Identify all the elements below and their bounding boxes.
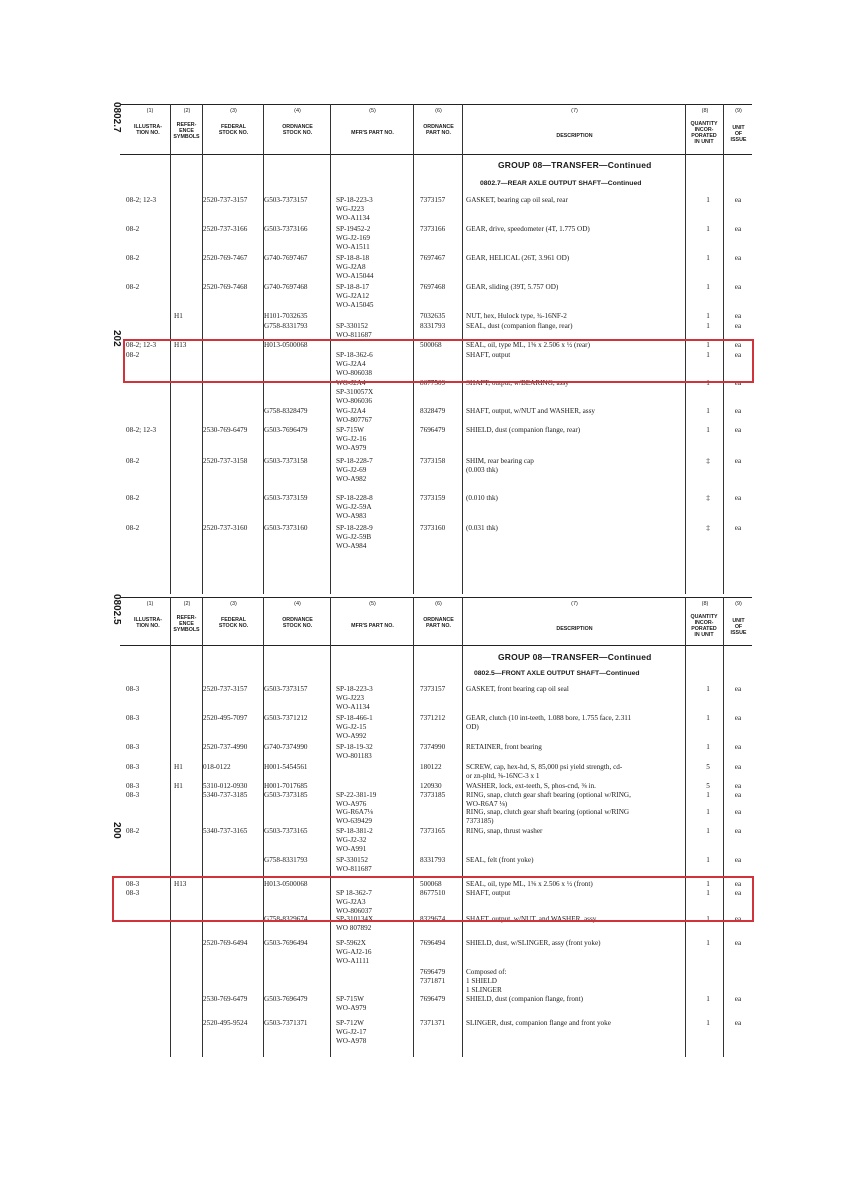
col-label-reference: REFER- ENCE SYMBOLS — [173, 122, 200, 140]
ordnance-part-cell: 7696479 7371871 — [420, 968, 446, 986]
description-cell: SHIELD, dust (companion flange, front) — [466, 995, 583, 1003]
ordnance-part-cell: 7371212 — [420, 714, 446, 722]
ordnance-stock-cell: G503-7373157 — [264, 685, 308, 693]
table-row — [120, 457, 752, 487]
col-label-illustration: ILLUSTRA- TION NO. — [134, 617, 162, 629]
unit-cell: ea — [734, 856, 742, 864]
quantity-cell: ‡ — [706, 494, 710, 502]
illustration-cell: 08-2; 12-3 — [126, 341, 157, 349]
unit-cell: ea — [734, 995, 742, 1003]
unit-cell: ea — [734, 880, 742, 888]
description-cell: (0.031 thk) — [466, 524, 498, 532]
col-label-unit: UNIT OF ISSUE — [730, 618, 747, 636]
table-row — [120, 283, 752, 313]
description-cell: SEAL, felt (front yoke) — [466, 856, 534, 864]
quantity-cell: 1 — [706, 685, 710, 693]
mfr-part-cell: SP-18-8-17 WG-J2A12 WO-A15045 — [336, 283, 374, 310]
col-label-mfr: MFR'S PART NO. — [351, 130, 394, 136]
description-cell: SLINGER, dust, companion flange and front yoke — [466, 1019, 611, 1027]
quantity-cell: 1 — [706, 254, 710, 262]
illustration-cell: 08-2 — [126, 827, 140, 835]
col-label-ordnance-stock: ORDNANCE STOCK NO. — [282, 124, 313, 136]
quantity-cell: ‡ — [706, 457, 710, 465]
illustration-cell: 08-3 — [126, 889, 140, 897]
ordnance-part-cell: 7374990 — [420, 743, 446, 751]
ordnance-part-cell: 7697468 — [420, 283, 446, 291]
col-num-6: (6) — [435, 108, 442, 114]
col-label-illustration: ILLUSTRA- TION NO. — [134, 124, 162, 136]
illustration-cell: 08-2 — [126, 225, 140, 233]
illustration-cell: 08-3 — [126, 791, 140, 799]
quantity-cell: 1 — [706, 939, 710, 947]
ordnance-part-cell: 500068 — [420, 341, 442, 349]
ordnance-part-cell: 7373160 — [420, 524, 446, 532]
ordnance-stock-cell: G503-7696479 — [264, 995, 308, 1003]
quantity-cell: 1 — [706, 714, 710, 722]
quantity-cell: 1 — [706, 827, 710, 835]
top-sub-title: 0802.7—REAR AXLE OUTPUT SHAFT—Continued — [480, 180, 642, 187]
ordnance-part-cell: 7373166 — [420, 225, 446, 233]
unit-cell: ea — [734, 283, 742, 291]
ordnance-stock-cell: G758-8331793 — [264, 322, 308, 330]
col-label-unit: UNIT OF ISSUE — [730, 125, 747, 143]
reference-cell: H1 — [174, 782, 183, 790]
col-num-2: (2) — [183, 601, 191, 607]
federal-stock-cell: 2520-769-6494 — [203, 939, 248, 947]
ordnance-stock-cell: G758-8329674 — [264, 915, 308, 923]
description-cell: RING, snap, clutch gear shaft bearing (optional w/RING 7373185) — [466, 808, 630, 826]
ordnance-part-cell: 8329674 — [420, 915, 446, 923]
unit-cell: ea — [734, 196, 742, 204]
description-cell: SHIM, rear bearing cap (0.003 thk) — [466, 457, 534, 475]
col-num-5: (5) — [369, 601, 376, 607]
ordnance-stock-cell: G503-7373165 — [264, 827, 308, 835]
description-cell: GEAR, HELICAL (26T, 3.961 OD) — [466, 254, 570, 262]
ordnance-part-cell: 120930 — [420, 782, 442, 790]
description-cell: SHIELD, dust (companion flange, rear) — [466, 426, 581, 434]
table-row — [120, 494, 752, 524]
bottom-group-title: GROUP 08—TRANSFER—Continued — [498, 652, 652, 662]
col-num-1: (1) — [146, 601, 154, 607]
federal-stock-cell: 2520-769-7467 — [203, 254, 248, 262]
mfr-part-cell: SP-310134X WO 807892 — [336, 915, 374, 933]
col-label-ordnance-part: ORDNANCE PART NO. — [423, 124, 454, 136]
bottom-sub-title: 0802.5—FRONT AXLE OUTPUT SHAFT—Continued — [474, 670, 640, 677]
unit-cell: ea — [734, 322, 742, 330]
unit-cell: ea — [734, 379, 742, 387]
unit-cell: ea — [734, 915, 742, 923]
ordnance-stock-cell: G503-7371212 — [264, 714, 308, 722]
mfr-part-cell: SP-330152 WO-811687 — [336, 322, 372, 340]
ordnance-stock-cell: G740-7374990 — [264, 743, 308, 751]
quantity-cell: 1 — [706, 1019, 710, 1027]
ordnance-part-cell: 8328479 — [420, 407, 446, 415]
description-cell: GEAR, clutch (10 int-teeth, 1.088 bore, 1.755 face, 2.311 OD) — [466, 714, 632, 732]
ordnance-stock-cell: G503-7373157 — [264, 196, 308, 204]
col-num-1: (1) — [146, 108, 154, 114]
quantity-cell: 5 — [706, 782, 710, 790]
ordnance-part-cell: 7373185 — [420, 791, 446, 799]
mfr-part-cell: SP-22-381-19 WO-A976 — [336, 791, 377, 809]
table-row — [120, 968, 752, 998]
description-cell: RING, snap, clutch gear shaft bearing (optional w/RING, WO-R6A7 ⅛) — [466, 791, 631, 809]
quantity-cell: 1 — [706, 808, 710, 816]
description-cell: SHAFT, output, w/NUT and WASHER, assy — [466, 407, 595, 415]
table-row — [120, 225, 752, 255]
federal-stock-cell: 2520-737-4990 — [203, 743, 248, 751]
quantity-cell: 1 — [706, 743, 710, 751]
illustration-cell: 08-2; 12-3 — [126, 426, 157, 434]
ordnance-part-cell: 8677510 — [420, 889, 446, 897]
top-page-number: 202 — [111, 330, 122, 347]
table-row — [120, 254, 752, 284]
bottom-parts-table — [120, 597, 752, 1057]
col-label-federal: FEDERAL STOCK NO. — [218, 617, 249, 629]
col-num-6: (6) — [435, 601, 442, 607]
quantity-cell: 1 — [706, 351, 710, 359]
federal-stock-cell: 2520-737-3157 — [203, 196, 248, 204]
illustration-cell: 08-2 — [126, 351, 140, 359]
federal-stock-cell: 2520-737-3160 — [203, 524, 248, 532]
ordnance-stock-cell: G503-7373166 — [264, 225, 308, 233]
mfr-part-cell: SP-5962X WG-AJ2-16 WO-A1111 — [336, 939, 372, 966]
bottom-page-number: 200 — [111, 822, 122, 839]
quantity-cell: 1 — [706, 312, 710, 320]
quantity-cell: 1 — [706, 791, 710, 799]
table-row — [120, 196, 752, 226]
col-label-quantity: QUANTITY INCOR- PORATED IN UNIT — [690, 121, 718, 145]
quantity-cell: 1 — [706, 341, 710, 349]
mfr-part-cell: SP-19452-2 WG-J2-169 WO-A1511 — [336, 225, 371, 252]
quantity-cell: 1 — [706, 283, 710, 291]
col-label-mfr: MFR'S PART NO. — [351, 623, 394, 629]
illustration-cell: 08-2; 12-3 — [126, 196, 157, 204]
mfr-part-cell: SP-18-228-9 WG-J2-59B WO-A984 — [336, 524, 373, 551]
ordnance-stock-cell: G503-7373159 — [264, 494, 308, 502]
unit-cell: ea — [734, 939, 742, 947]
federal-stock-cell: 2520-737-3158 — [203, 457, 248, 465]
col-num-7: (7) — [571, 601, 578, 607]
illustration-cell: 08-3 — [126, 743, 140, 751]
description-cell: SHAFT, output, w/NUT, and WASHER, assy — [466, 915, 597, 923]
ordnance-part-cell: 7373157 — [420, 196, 446, 204]
mfr-part-cell: SP 18-362-7 WG-J2A3 WO-806037 — [336, 889, 372, 916]
ordnance-stock-cell: G503-7373185 — [264, 791, 308, 799]
quantity-cell: 1 — [706, 225, 710, 233]
quantity-cell: 1 — [706, 995, 710, 1003]
illustration-cell: 08-2 — [126, 457, 140, 465]
mfr-part-cell: SP-18-228-8 WG-J2-59A WO-A983 — [336, 494, 373, 521]
description-cell: SHAFT, output — [466, 889, 511, 897]
ordnance-part-cell: 8331793 — [420, 856, 446, 864]
mfr-part-cell: SP-18-228-7 WG-J2-69 WO-A982 — [336, 457, 373, 484]
col-num-4: (4) — [294, 108, 301, 114]
ordnance-part-cell: 7373157 — [420, 685, 446, 693]
federal-stock-cell: 2520-495-9524 — [203, 1019, 248, 1027]
table-row — [120, 939, 752, 969]
mfr-part-cell: SP-18-362-6 WG-J2A4 WO-806038 — [336, 351, 373, 378]
illustration-cell: 08-3 — [126, 714, 140, 722]
illustration-cell: 08-3 — [126, 685, 140, 693]
col-label-ordnance-part: ORDNANCE PART NO. — [423, 617, 454, 629]
unit-cell: ea — [734, 808, 742, 816]
ordnance-part-cell: 500068 — [420, 880, 442, 888]
quantity-cell: ‡ — [706, 524, 710, 532]
mfr-part-cell: WG-J2A4 WO-807767 — [336, 407, 372, 425]
unit-cell: ea — [734, 827, 742, 835]
mfr-part-cell: WG-R6A7⅛ WO-639429 — [336, 808, 373, 826]
ordnance-stock-cell: H013-0500068 — [264, 341, 308, 349]
table-row — [120, 524, 752, 554]
unit-cell: ea — [734, 407, 742, 415]
description-cell: NUT, hex, Hulock type, ¾-16NF-2 — [466, 312, 567, 320]
ordnance-stock-cell: H101-7032635 — [264, 312, 308, 320]
mfr-part-cell: SP-18-223-3 WG-J223 WO-A1134 — [336, 685, 373, 712]
unit-cell: ea — [734, 685, 742, 693]
description-cell: GASKET, bearing cap oil seal, rear — [466, 196, 568, 204]
table-row — [120, 827, 752, 857]
col-num-3: (3) — [230, 108, 237, 114]
col-label-federal: FEDERAL STOCK NO. — [218, 124, 249, 136]
top-section-code: 0802.7 — [111, 102, 122, 133]
ordnance-stock-cell: H013-0500068 — [264, 880, 308, 888]
ordnance-part-cell: 7032635 — [420, 312, 446, 320]
table-row — [120, 685, 752, 715]
federal-stock-cell: 2520-737-3157 — [203, 685, 248, 693]
illustration-cell: 08-3 — [126, 782, 140, 790]
quantity-cell: 1 — [706, 915, 710, 923]
unit-cell: ea — [734, 312, 742, 320]
unit-cell: ea — [734, 782, 742, 790]
bottom-section-code: 0802.5 — [111, 594, 122, 625]
ordnance-stock-cell: G503-7373158 — [264, 457, 308, 465]
unit-cell: ea — [734, 254, 742, 262]
quantity-cell: 5 — [706, 763, 710, 771]
mfr-part-cell: WG-J2A4 SP-310057X WO-806036 — [336, 379, 374, 406]
ordnance-part-cell: 7373158 — [420, 457, 446, 465]
description-cell: SHAFT, output, w/BEARING, assy — [466, 379, 569, 387]
unit-cell: ea — [734, 743, 742, 751]
unit-cell: ea — [734, 225, 742, 233]
illustration-cell: 08-2 — [126, 254, 140, 262]
col-num-2: (2) — [183, 108, 191, 114]
mfr-part-cell: SP-18-8-18 WG-J2A8 WO-A15044 — [336, 254, 374, 281]
description-cell: Composed of: 1 SHIELD 1 SLINGER — [466, 968, 507, 995]
description-cell: GEAR, drive, speedometer (4T, 1.775 OD) — [466, 225, 590, 233]
federal-stock-cell: 2530-769-6479 — [203, 426, 248, 434]
col-num-9: (9) — [735, 108, 742, 114]
ordnance-stock-cell: G503-7373160 — [264, 524, 308, 532]
ordnance-stock-cell: G758-8331793 — [264, 856, 308, 864]
reference-cell: H13 — [174, 341, 187, 349]
description-cell: GASKET, front bearing cap oil seal — [466, 685, 569, 693]
federal-stock-cell: 2530-769-6479 — [203, 995, 248, 1003]
description-cell: SHAFT, output — [466, 351, 511, 359]
description-cell: SEAL, oil, type ML, 1⅝ x 2.506 x ½ (front) — [466, 880, 593, 888]
description-cell: SCREW, cap, hex-hd, S, 85,000 psi yield strength, cd- or zn-pltd, ⅜-16NC-3 x 1 — [466, 763, 623, 781]
unit-cell: ea — [734, 494, 742, 502]
quantity-cell: 1 — [706, 407, 710, 415]
mfr-part-cell: SP-18-223-3 WG-J223 WO-A1134 — [336, 196, 373, 223]
ordnance-part-cell: 7697467 — [420, 254, 446, 262]
ordnance-stock-cell: G503-7696479 — [264, 426, 308, 434]
quantity-cell: 1 — [706, 426, 710, 434]
federal-stock-cell: 2520-495-7097 — [203, 714, 248, 722]
reference-cell: H13 — [174, 880, 187, 888]
table-row — [120, 426, 752, 456]
reference-cell: H1 — [174, 763, 183, 771]
col-label-quantity: QUANTITY INCOR- PORATED IN UNIT — [690, 614, 718, 638]
illustration-cell: 08-2 — [126, 524, 140, 532]
description-cell: GEAR, sliding (39T, 5.757 OD) — [466, 283, 559, 291]
col-num-5: (5) — [369, 108, 376, 114]
description-cell: SEAL, dust (companion flange, rear) — [466, 322, 573, 330]
description-cell: SHIELD, dust, w/SLINGER, assy (front yoke) — [466, 939, 601, 947]
federal-stock-cell: 5310-012-0930 — [203, 782, 248, 790]
table-row — [120, 379, 752, 409]
mfr-part-cell: SP-715W WO-A979 — [336, 995, 367, 1013]
quantity-cell: 1 — [706, 322, 710, 330]
table-row — [120, 1019, 752, 1049]
mfr-part-cell: SP-18-19-32 WO-801183 — [336, 743, 373, 761]
ordnance-part-cell: 180122 — [420, 763, 442, 771]
description-cell: (0.010 thk) — [466, 494, 498, 502]
col-label-description: DESCRIPTION — [556, 133, 593, 139]
unit-cell: ea — [734, 426, 742, 434]
unit-cell: ea — [734, 889, 742, 897]
mfr-part-cell: SP-330152 WO-811687 — [336, 856, 372, 874]
col-label-ordnance-stock: ORDNANCE STOCK NO. — [282, 617, 313, 629]
illustration-cell: 08-2 — [126, 283, 140, 291]
ordnance-part-cell: 7371371 — [420, 1019, 446, 1027]
col-num-4: (4) — [294, 601, 301, 607]
ordnance-part-cell: 7696479 — [420, 995, 446, 1003]
ordnance-part-cell: 7373165 — [420, 827, 446, 835]
ordnance-stock-cell: G503-7371371 — [264, 1019, 308, 1027]
unit-cell: ea — [734, 714, 742, 722]
col-label-reference: REFER- ENCE SYMBOLS — [173, 615, 200, 633]
ordnance-part-cell: 8677509 — [420, 379, 446, 387]
col-label-description: DESCRIPTION — [556, 626, 593, 632]
description-cell: SEAL, oil, type ML, 1⅝ x 2.506 x ½ (rear) — [466, 341, 590, 349]
federal-stock-cell: 5340-737-3165 — [203, 827, 248, 835]
unit-cell: ea — [734, 763, 742, 771]
ordnance-stock-cell: H001-5454561 — [264, 763, 308, 771]
federal-stock-cell: 2520-737-3166 — [203, 225, 248, 233]
quantity-cell: 1 — [706, 880, 710, 888]
reference-cell: H1 — [174, 312, 183, 320]
quantity-cell: 1 — [706, 889, 710, 897]
unit-cell: ea — [734, 1019, 742, 1027]
unit-cell: ea — [734, 524, 742, 532]
col-num-7: (7) — [571, 108, 578, 114]
top-group-title: GROUP 08—TRANSFER—Continued — [498, 160, 652, 170]
ordnance-stock-cell: G758-8328479 — [264, 407, 308, 415]
col-num-9: (9) — [735, 601, 742, 607]
mfr-part-cell: SP-712W WG-J2-17 WO-A978 — [336, 1019, 367, 1046]
table-row — [120, 714, 752, 744]
description-cell: RING, snap, thrust washer — [466, 827, 543, 835]
ordnance-stock-cell: H001-7017685 — [264, 782, 308, 790]
col-num-8: (8) — [701, 601, 709, 607]
federal-stock-cell: 2520-769-7468 — [203, 283, 248, 291]
bottom-highlight-box — [112, 876, 754, 922]
federal-stock-cell: 018-0122 — [203, 763, 231, 771]
description-cell: RETAINER, front bearing — [466, 743, 542, 751]
col-num-8: (8) — [701, 108, 709, 114]
unit-cell: ea — [734, 791, 742, 799]
mfr-part-cell: SP-715W WG-J2-16 WO-A979 — [336, 426, 367, 453]
top-highlight-box — [123, 339, 754, 383]
unit-cell: ea — [734, 457, 742, 465]
ordnance-part-cell: 7373159 — [420, 494, 446, 502]
ordnance-part-cell: 7696494 — [420, 939, 446, 947]
federal-stock-cell: 5340-737-3185 — [203, 791, 248, 799]
col-num-3: (3) — [230, 601, 237, 607]
illustration-cell: 08-2 — [126, 494, 140, 502]
mfr-part-cell: SP-18-381-2 WG-J2-32 WO-A991 — [336, 827, 373, 854]
unit-cell: ea — [734, 341, 742, 349]
description-cell: WASHER, lock, ext-teeth, S, phos-cnd, ⅜ in. — [466, 782, 596, 790]
mfr-part-cell: SP-18-466-1 WG-J2-15 WO-A992 — [336, 714, 373, 741]
quantity-cell: 1 — [706, 379, 710, 387]
ordnance-part-cell: 7696479 — [420, 426, 446, 434]
quantity-cell: 1 — [706, 856, 710, 864]
ordnance-stock-cell: G503-7696494 — [264, 939, 308, 947]
ordnance-stock-cell: G740-7697468 — [264, 283, 308, 291]
illustration-cell: 08-3 — [126, 880, 140, 888]
ordnance-stock-cell: G740-7697467 — [264, 254, 308, 262]
quantity-cell: 1 — [706, 196, 710, 204]
illustration-cell: 08-3 — [126, 763, 140, 771]
unit-cell: ea — [734, 351, 742, 359]
ordnance-part-cell: 8331793 — [420, 322, 446, 330]
